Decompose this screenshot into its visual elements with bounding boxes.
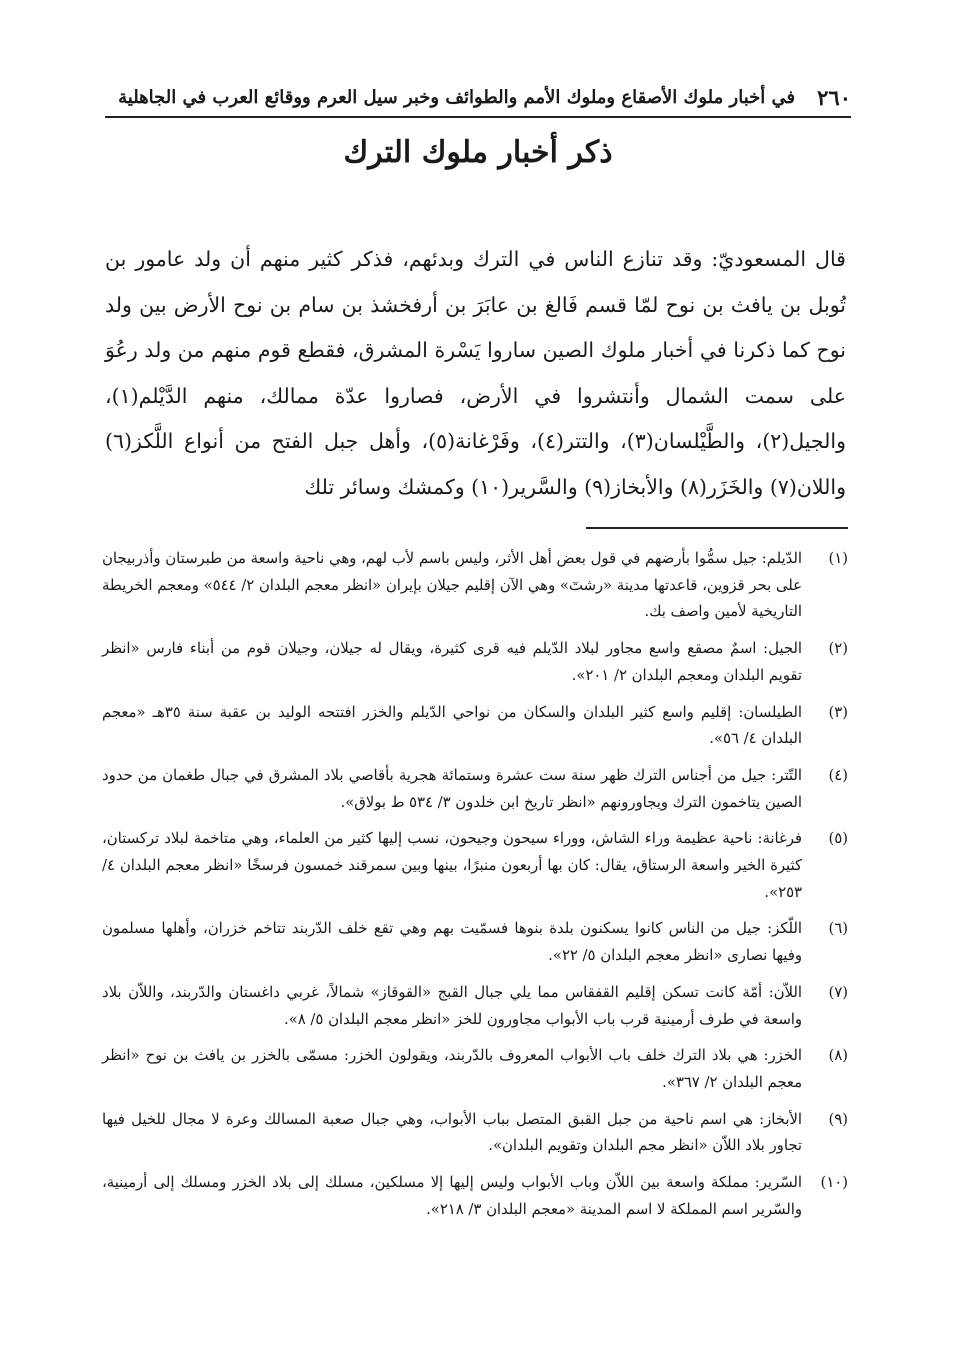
footnote-text: السّرير: مملكة واسعة بين اللاّن وباب الأبواب وليس إليها إلا مسلكين، مسلك إلى بلاد الخزر ومسلك إلى أرمينية، والسّرير اسم المملكة لا اسم المدينة «معجم البلدان ٣/ ٢١٨». [102, 1174, 802, 1218]
footnote-number: (١) [828, 550, 848, 567]
footnote-number: (٨) [828, 1047, 848, 1065]
footnote [102, 826, 848, 906]
footnote-text: فرغانة: ناحية عظيمة وراء الشاش، ووراء سيحون وجيحون، نسب إليها كثير من العلماء، وهي متاخمة لبلاد تركستان، كثيرة الخير واسعة الرستاق، يقال: كان بها أربعون منبرًا، بينها وبين سمرقند خمسون فرسخًا «انظر معجم البلدان ٤/ ٢٥٣». [102, 830, 802, 901]
footnote-text: اللّكز: جيل من الناس كانوا يسكنون بلدة بنوها فسمّيت بهم وهي تقع خلف الدّربند تتاخم خزران، وأهلها مسلمون وفيها نصارى «انظر معجم البلدان ٥/ ٢٢». [102, 920, 802, 965]
footnote [102, 700, 848, 753]
footnote-text: اللاّن: أمّة كانت تسكن إقليم القفقاس مما يلي جبال القبج «القوقاز» شمالاً، غربي داغستان والدّربند، واللاّن بلاد واسعة في طرف أرمينية قرب باب الأبواب مجاورون للخز «انظر معجم البلدان ٥/ ٨». [102, 983, 802, 1028]
chapter-title: ذكر أخبار ملوك الترك [343, 135, 613, 170]
footnote-text: الطيلسان: إقليم واسع كثير البلدان والسكان من نواحي الدّيلم والخزر افتتحه الوليد بن عقبة سنة ٣٥هـ «معجم البلدان ٤/ ٥٦». [102, 703, 803, 748]
footnote [102, 546, 848, 626]
footnote [102, 1107, 848, 1160]
footnote [102, 636, 848, 689]
running-header [105, 78, 851, 118]
footnote-text: التّتر: جيل من أجناس الترك ظهر سنة ست عشرة وستمائة هجرية بأقاصي بلاد المشرق في جبال طغمان من حدود الصين يتاخمون الترك ويجاورونهم «انظر تاريخ ابن خلدون ٣/ ٥٣٤ ط بولاق». [102, 766, 802, 811]
body-paragraph: قال المسعوديّ: وقد تنازع الناس في الترك وبدئهم، فذكر كثير منهم أن ولد عامور بن تُوبل بن يافث بن نوح لمّا قسم فَالغ بن عابَرَ بن أرفخشذ بن سام بن نوح الأرض بين ولد نوح كما ذكرنا في أخبار ملوك الصين ساروا يَسْرة المشرق، فقطع قوم منهم من ولد رعُوَ على سمت الشمال وأنتشروا في الأرض، فصاروا عدّة ممالك، منهم الدَّيْلم(١)، والجيل(٢)، والطَّيْلسان(٣)، والتتر(٤)، وفَرْغانة(٥)، وأهل جبل الفتح من أنواع اللَّكز(٦) واللان(٧) والخَزَر(٨) والأبخاز(٩) والسَّرير(١٠) وكمشك وسائر تلك [105, 247, 847, 499]
footnote [102, 1043, 848, 1096]
footnote [102, 980, 848, 1033]
footnote-number: (٧) [828, 983, 848, 1001]
footnote-number: (١٠) [820, 1174, 848, 1192]
footnote-number: (٩) [828, 1110, 848, 1128]
footnote-number: (٣) [828, 703, 848, 721]
footnotes [102, 546, 848, 1233]
footnote [102, 763, 848, 816]
footnote-number: (٦) [828, 920, 848, 938]
footnote-number: (٢) [828, 640, 848, 658]
footnote-text: الجيل: اسمٌ مصقع واسع مجاور لبلاد الدّيلم فيه قرى كثيرة، ويقال له جيلان، وجيلان قوم من أبناء فارس «انظر تقويم البلدان ومعجم البلدان ٢/ ٢٠١». [102, 640, 802, 684]
footnote-separator [586, 527, 848, 529]
footnote [102, 916, 848, 969]
footnote-text: الخزر: هي بلاد الترك خلف باب الأبواب المعروف بالدّربند، ويقولون الخزر: مسمّى بالخزر بن يافث بن نوح «انظر معجم البلدان ٢/ ٣٦٧». [102, 1047, 802, 1091]
footnote-text: الأبخاز: هي اسم ناحية من جبل القبق المتصل بباب الأبواب، وهي جبال صعبة المسالك وعرة لا مجال للخيل فيها تجاور بلاد اللاّن «انظر مجم البلدان وتقويم البلدان». [102, 1110, 802, 1155]
page-number: ٢٦٠ [817, 84, 851, 110]
footnote-number: (٤) [828, 766, 848, 784]
footnote [102, 1170, 848, 1223]
running-title: في أخبار ملوك الأصقاع وملوك الأمم والطوائف وخبر سيل العرم ووقائع العرب في الجاهلية [118, 86, 796, 108]
footnote-number: (٥) [828, 830, 848, 848]
main-text [105, 237, 846, 510]
footnote-text: الدّيلم: جيل سمُّوا بأرضهم في قول بعض أهل الأثر، وليس باسم لأب لهم، وهي ناحية واسعة من طبرستان وأذربيجان على بحر قزوين، قاعدتها مدينة «رشتٓ» وهي الآن إقليم جيلان بإيران «انظر معجم البلدان ٢/ ٥٤٤» ومعجم الخريطة التاريخية لأمين واصف بك. [102, 550, 803, 621]
